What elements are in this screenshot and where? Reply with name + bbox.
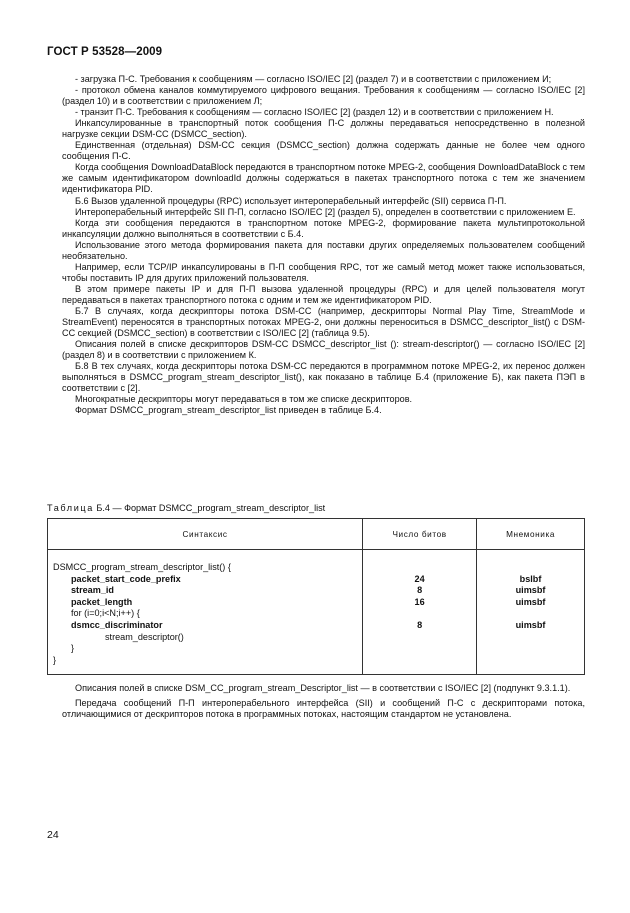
bits-value xyxy=(363,562,476,574)
bits-value: 8 xyxy=(417,585,423,596)
table-caption-title: Б.4 — Формат DSMCC_program_stream_descriptor_list xyxy=(96,503,326,513)
paragraph: Описания полей в списке дескрипторов DSM-CC DSMCC_descriptor_list (): stream-descriptor() — согласно ISO/IEC [2] (раздел 8) и в соответствии с приложением К. xyxy=(62,339,585,361)
table-header-row xyxy=(48,519,585,550)
paragraph: Инкапсулированные в транспортный поток сообщения П-С должны передаваться непосредственно в полезной нагрузке секции DSM-CC (DSMCC_section). xyxy=(62,118,585,140)
paragraph: Описания полей в списке DSM_CC_program_stream_Descriptor_list — в соответствии с ISO/IEC [2] (подпункт 9.3.1.1). xyxy=(75,683,571,693)
mnemonic-cell xyxy=(477,550,585,675)
mnemonic-value xyxy=(477,632,584,644)
syntax-line: stream_id xyxy=(71,585,114,596)
syntax-line: for (i=0;i<N;i++) { xyxy=(71,608,140,619)
paragraph: Интероперабельный интерфейс SII П-П, согласно ISO/IEC [2] (раздел 5), определен в соответствии с приложением Е. xyxy=(75,206,576,217)
table-row xyxy=(48,550,585,675)
mnemonic-value: bslbf xyxy=(519,573,542,584)
bits-cell xyxy=(363,550,477,675)
bits-value: 24 xyxy=(414,573,425,584)
mnemonic-value xyxy=(477,608,584,620)
bits-value xyxy=(363,632,476,644)
paragraph: Б.6 Вызов удаленной процедуры (RPC) использует интероперабельный интерфейс (SII) сервиса П-П. xyxy=(75,195,507,206)
paragraph: Многократные дескрипторы могут передаваться в том же списке дескрипторов. xyxy=(75,394,413,405)
mnemonic-value: uimsbf xyxy=(515,596,546,607)
paragraph: Использование этого метода формирования пакета для поставки других определяемых пользователем сообщений необязательно. xyxy=(62,239,585,261)
mnemonic-value xyxy=(477,643,584,655)
paragraph: Когда сообщения DownloadDataBlock передаются в транспортном потоке MPEG-2, сообщения DownloadDataBlock с тем же самым идентификатором downloadId должны содержаться в пакетах транспортного потока с тем же значением идентификатора PID. xyxy=(62,162,585,195)
syntax-line: } xyxy=(53,654,57,665)
syntax-line: DSMCC_program_stream_descriptor_list() { xyxy=(53,562,231,572)
column-header-mnemonic: Мнемоника xyxy=(477,519,585,550)
column-header-bits: Число битов xyxy=(363,519,477,550)
tail-text xyxy=(62,683,585,724)
syntax-line: packet_length xyxy=(71,596,133,607)
paragraph: Передача сообщений П-П интероперабельного интерфейса (SII) и сообщений П-С с дескрипторами потока, отличающимися от дескрипторов потока в программных потоках, настоящим стандартом не установлена. xyxy=(62,698,585,720)
syntax-line: packet_start_code_prefix xyxy=(71,573,181,584)
paragraph: Единственная (отдельная) DSM-CC секция (DSMCC_section) должна содержать данные не более чем одного сообщения П-С. xyxy=(62,140,585,162)
syntax-line: stream_descriptor() xyxy=(105,631,184,642)
paragraph: Б.8 В тех случаях, когда дескрипторы потока DSM-CC передаются в программном потоке MPEG-2, их перенос должен выполняться в DSMCC_program_stream_descriptor_list(), как показано в таблице Б.4 (приложение Б), как пакета ПЭП в соответствии с [2]. xyxy=(62,361,585,394)
paragraph: В этом примере пакеты IP и для П-П вызова удаленной процедуры (RPC) и для целей пользователя могут передаваться в пакетах транспортного потока с одним и тем же идентификатором PID. xyxy=(62,283,585,305)
mnemonic-value xyxy=(477,655,584,667)
body-text xyxy=(62,74,585,416)
page-number: 24 xyxy=(47,829,59,841)
column-header-syntax: Синтаксис xyxy=(48,519,363,550)
syntax-cell xyxy=(48,550,363,675)
bits-value: 8 xyxy=(417,619,423,630)
paragraph: - протокол обмена каналов коммутируемого цифрового вещания. Требования к сообщениям — согласно ISO/IEC [2] (раздел 10) и в соответствии с приложением Л; xyxy=(62,85,585,107)
bits-value xyxy=(363,608,476,620)
syntax-line: dsmcc_discriminator xyxy=(71,619,163,630)
paragraph: - транзит П-С. Требования к сообщениям — согласно ISO/IEC [2] (раздел 12) и в соответствии с приложением Н. xyxy=(75,107,554,118)
syntax-line: } xyxy=(71,643,75,654)
mnemonic-value: uimsbf xyxy=(515,585,546,596)
syntax-table xyxy=(47,518,585,675)
document-header: ГОСТ Р 53528—2009 xyxy=(47,46,163,58)
mnemonic-value xyxy=(477,562,584,574)
bits-value xyxy=(363,643,476,655)
paragraph: Формат DSMCC_program_stream_descriptor_list приведен в таблице Б.4. xyxy=(75,405,382,416)
bits-value xyxy=(363,655,476,667)
paragraph: - загрузка П-С. Требования к сообщениям — согласно ISO/IEC [2] (раздел 7) и в соответствии с приложением И; xyxy=(75,74,552,84)
table-caption-prefix: Таблица xyxy=(47,503,94,513)
paragraph: Когда эти сообщения передаются в транспортном потоке MPEG-2, формирование пакета мультипротокольной инкапсуляции должно выполняться в соответствии с Б.4. xyxy=(62,217,585,239)
mnemonic-value: uimsbf xyxy=(515,619,546,630)
paragraph: Например, если TCP/IP инкапсулированы в П-П сообщения RPC, тот же самый метод может также использоваться, чтобы поставить IP для других приложений пользователя. xyxy=(62,261,585,283)
bits-value: 16 xyxy=(414,596,425,607)
table-caption xyxy=(47,503,325,513)
paragraph: Б.7 В случаях, когда дескрипторы потока DSM-CC (например, дескрипторы Normal Play Time, StreamMode и StreamEvent) переносятся в транспортных потоках MPEG-2, они должны переноситься в DSMCC_descriptor_list() с DSM-CC секцией (DSMCC_section) в соответствии с ISO/IEC [2] (таблица 9.5). xyxy=(62,305,585,339)
